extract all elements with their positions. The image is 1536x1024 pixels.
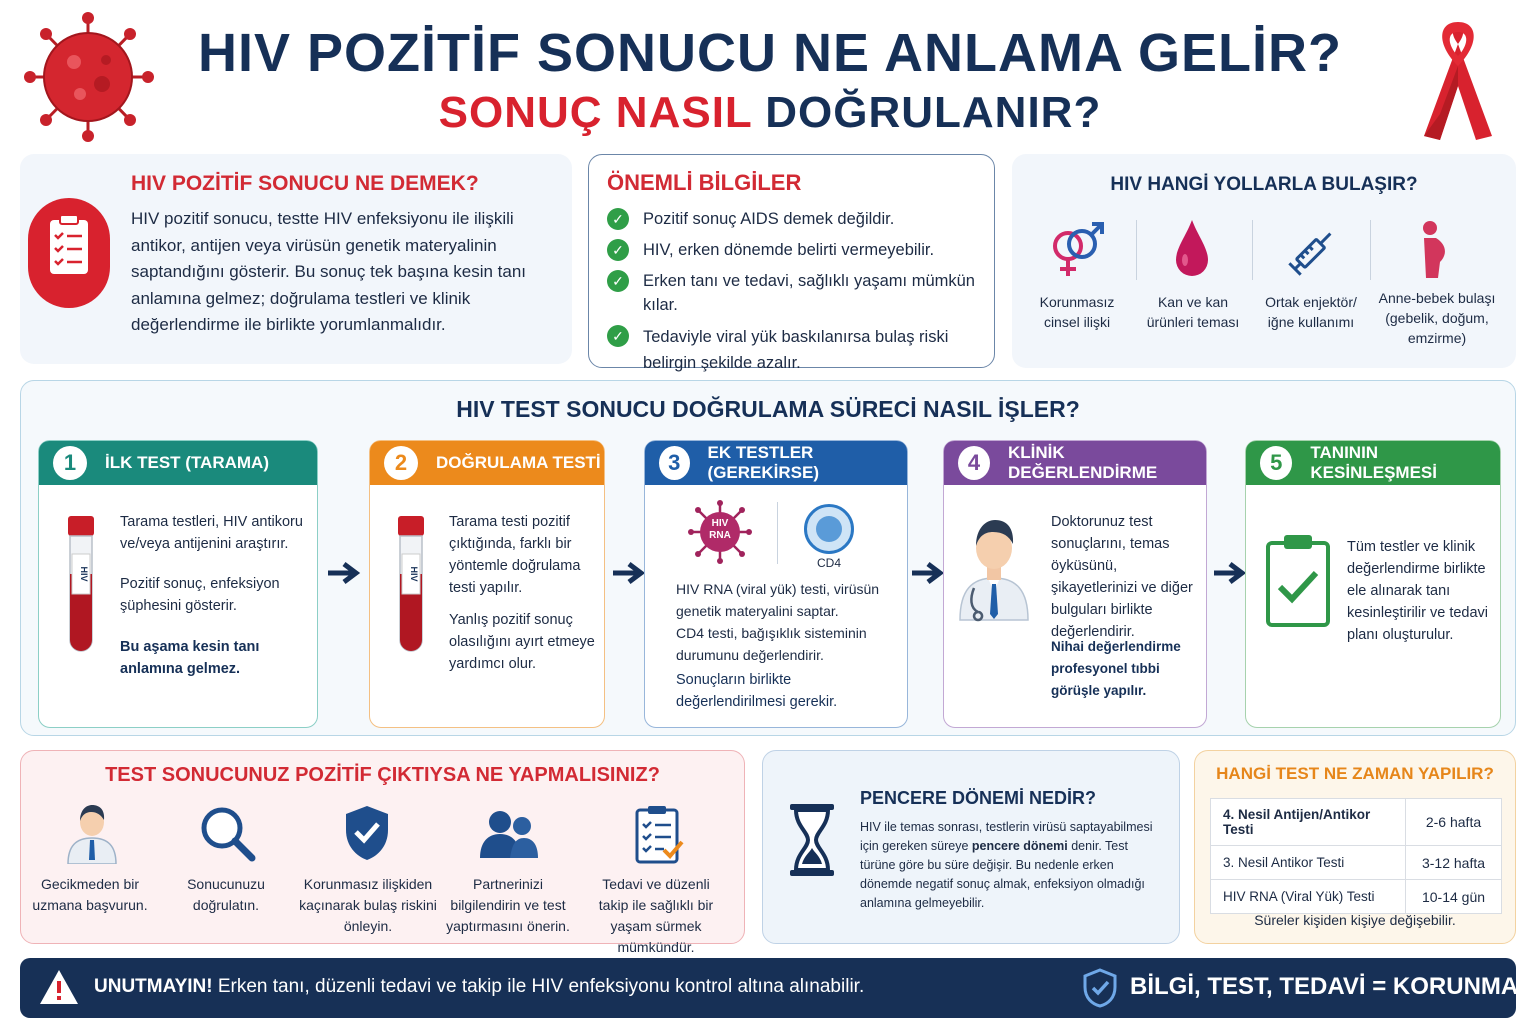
step-3-text-2: CD4 testi, bağışıklık sisteminin durumunu değerlendirir. [676,625,867,663]
timing-table [1210,798,1502,914]
important-item: ✓ Erken tanı ve tedavi, sağlıklı yaşamı mümkün kılar. [607,269,987,317]
step-5-header [1246,441,1500,485]
step-5-title: TANININ KESİNLEŞMESİ [1310,443,1437,482]
check-icon: ✓ [607,208,629,230]
process-heading: HIV TEST SONUCU DOĞRULAMA SÜRECİ NASIL İŞLER? [456,396,1080,422]
meaning-heading: HIV POZİTİF SONUCU NE DEMEK? [131,172,479,195]
hiv-rna-label: HIV RNA [709,518,731,541]
shield-check-icon [1082,968,1118,1008]
timing-heading: HANGİ TEST NE ZAMAN YAPILIR? [1216,764,1494,783]
footer-warning-text: Erken tanı, düzenli tedavi ve takip ile HIV enfeksiyonu kontrol altına alınabilir. [212,976,865,997]
window-body-bold: pencere dönemi [971,839,1068,853]
window-body [860,818,1166,913]
test-name: 4. Nesil Antijen/Antikor Testi [1211,799,1406,846]
check-icon: ✓ [607,325,629,347]
tube-label: HIV [409,566,419,582]
magnifier-icon [198,804,256,862]
step-1-number: 1 [53,446,87,480]
arrow-right-icon [611,562,647,584]
check-icon: ✓ [607,270,629,292]
footer-slogan: BİLGİ, TEST, TEDAVİ = KORUNMA [1130,973,1519,1000]
important-item: ✓ HIV, erken dönemde belirti vermeyebilir. [607,238,987,262]
transmission-label-sexual: Korunmasız cinsel ilişki [1039,294,1115,330]
cd4-cell-icon [804,504,854,554]
action-label: Sonucunuzu doğrulatın. [187,876,265,913]
step-5-number: 5 [1260,446,1292,480]
cd4-label: CD4 [816,556,841,570]
important-item: ✓ Pozitif sonuç AIDS demek değildir. [607,207,987,231]
tube-label: HIV [79,566,89,582]
test-time: 3-12 hafta [1406,846,1502,880]
important-heading: ÖNEMLİ BİLGİLER [607,170,802,195]
important-list [607,207,987,383]
arrow-right-icon [910,562,946,584]
test-name: HIV RNA (Viral Yük) Testi [1211,880,1406,914]
footer-warning-bold: UNUTMAYIN! [94,976,213,997]
step-1-title: İLK TEST (TARAMA) [105,453,269,472]
test-time: 10-14 gün [1406,880,1502,914]
step-3-text-1: HIV RNA (viral yük) testi, virüsün genetik materyalini saptar. [676,581,880,619]
hourglass-icon [786,802,838,878]
meaning-body: HIV pozitif sonucu, testte HIV enfeksiyonu ile ilişkili antikor, antijen veya virüsün genetik materyalinin saptandığını gösterir. Bu sonuç tek başına kesin tanı anlamına gelmez; doğrulama testleri ve klinik değerlendirme ile birlikte yorumlanmalıdır. [131,209,527,334]
syringe-icon [1282,222,1342,282]
transmission-row [1020,218,1510,358]
action-label: Tedavi ve düzenli takip ile sağlıklı bir yaşam sürmek mümkündür. [598,876,714,955]
transmission-label-mother: Anne-bebek bulaşı (gebelik, doğum, emzirme) [1378,290,1496,346]
gender-icon [1046,220,1108,282]
page-subtitle [180,88,1360,138]
checked-clipboard-icon [1264,533,1332,629]
action-label: Korunmasız ilişkiden kaçınarak bulaş riskini önleyin. [299,876,437,934]
page-title: HIV POZİTİF SONUCU NE ANLAMA GELİR? [198,23,1342,83]
timing-note: Süreler kişiden kişiye değişebilir. [1254,912,1456,928]
actions-heading: TEST SONUCUNUZ POZİTİF ÇIKTIYSA NE YAPMALISINIZ? [105,764,660,786]
people-icon [478,808,540,860]
step-5-text-1: Tüm testler ve klinik değerlendirme birlikte ele alınarak tanı kesinleştirilir ve tedavi planı oluşturulur. [1347,539,1489,643]
doctor-icon [954,514,1034,622]
arrow-right-icon [326,562,362,584]
blood-tube-icon [394,514,428,656]
arrow-right-icon [1212,562,1248,584]
transmission-label-blood: Kan ve kan ürünleri teması [1146,294,1240,330]
step-1-text-1: Tarama testleri, HIV antikoru ve/veya antijenini araştırır. [120,514,303,552]
warning-icon [38,968,80,1006]
step-3-text-3: Sonuçların birlikte değerlendirilmesi gerekir. [676,672,838,710]
table-row [1211,846,1502,880]
step-2-header [370,441,604,485]
window-body-part-b: denir. Test türüne göre bu süre değişir. Bu nedenle erken dönemde negatif sonuç almak, enfeksiyon olmadığı anlamına gelmeyebilir. [860,839,1145,910]
awareness-ribbon-icon [1410,14,1506,142]
step-4-number: 4 [958,446,990,480]
step-3-title: EK TESTLER (GEREKİRSE) [707,443,820,482]
step-4-title: KLİNİK DEĞERLENDİRME [1007,443,1158,482]
blood-tube-icon [64,514,98,656]
step-2-text-1: Tarama testi pozitif çıktığında, farklı bir yöntemle doğrulama testi yapılır. [449,514,581,596]
window-heading: PENCERE DÖNEMİ NEDİR? [860,788,1097,808]
footer-warning [94,976,864,998]
step-2-title: DOĞRULAMA TESTİ [436,453,601,472]
check-icon: ✓ [607,239,629,261]
test-time: 2-6 hafta [1406,799,1502,846]
step-3-number: 3 [659,446,690,480]
action-label: Partnerinizi bilgilendirin ve test yaptırmasını önerin. [446,876,570,934]
step-4-text-1: Doktorunuz test sonuçlarını, temas öyküsünü, şikayetlerinizi ve diğer bulguları birlikte değerlendirir. [1051,514,1193,640]
step-1-text-3: Bu aşama kesin tanı anlamına gelmez. [120,639,260,677]
window-body-part-a: HIV ile temas sonrası, testlerin virüsü saptayabilmesi için gereken süreye [860,820,1153,853]
table-row [1211,799,1502,846]
step-1-header [39,441,317,485]
step-4-header [944,441,1206,485]
step-3-header [645,441,907,485]
transmission-heading: HIV HANGİ YOLLARLA BULAŞIR? [1110,174,1418,195]
transmission-label-needle: Ortak enjektör/ iğne kullanımı [1265,294,1357,330]
pregnant-icon [1414,220,1450,280]
table-row [1211,880,1502,914]
footer-banner [20,958,1519,1018]
clipboard-icon [28,198,110,308]
step-1-text-2: Pozitif sonuç, enfeksiyon şüphesini gösterir. [120,576,280,614]
important-item: ✓ Tedaviyle viral yük baskılanırsa bulaş riski belirgin şekilde azalır. [607,324,987,376]
divider [1370,220,1371,280]
virus-icon [18,12,158,142]
test-name: 3. Nesil Antikor Testi [1211,846,1406,880]
shield-icon [342,804,392,862]
subtitle-navy-part: DOĞRULANIR? [765,88,1102,137]
action-label: Gecikmeden bir uzmana başvurun. [32,876,148,913]
blood-drop-icon [1172,218,1212,280]
doctor-icon [64,804,120,864]
divider [777,502,778,564]
subtitle-red-part: SONUÇ NASIL [438,88,752,137]
step-2-number: 2 [384,446,418,480]
step-2-text-2: Yanlış pozitif sonuç olasılığını ayırt etmeye yardımcı olur. [449,612,595,672]
step-4-text-2: Nihai değerlendirme profesyonel tıbbi görüşle yapılır. [1051,639,1181,698]
checklist-icon [634,804,684,864]
divider [1252,220,1253,280]
divider [1136,220,1137,280]
